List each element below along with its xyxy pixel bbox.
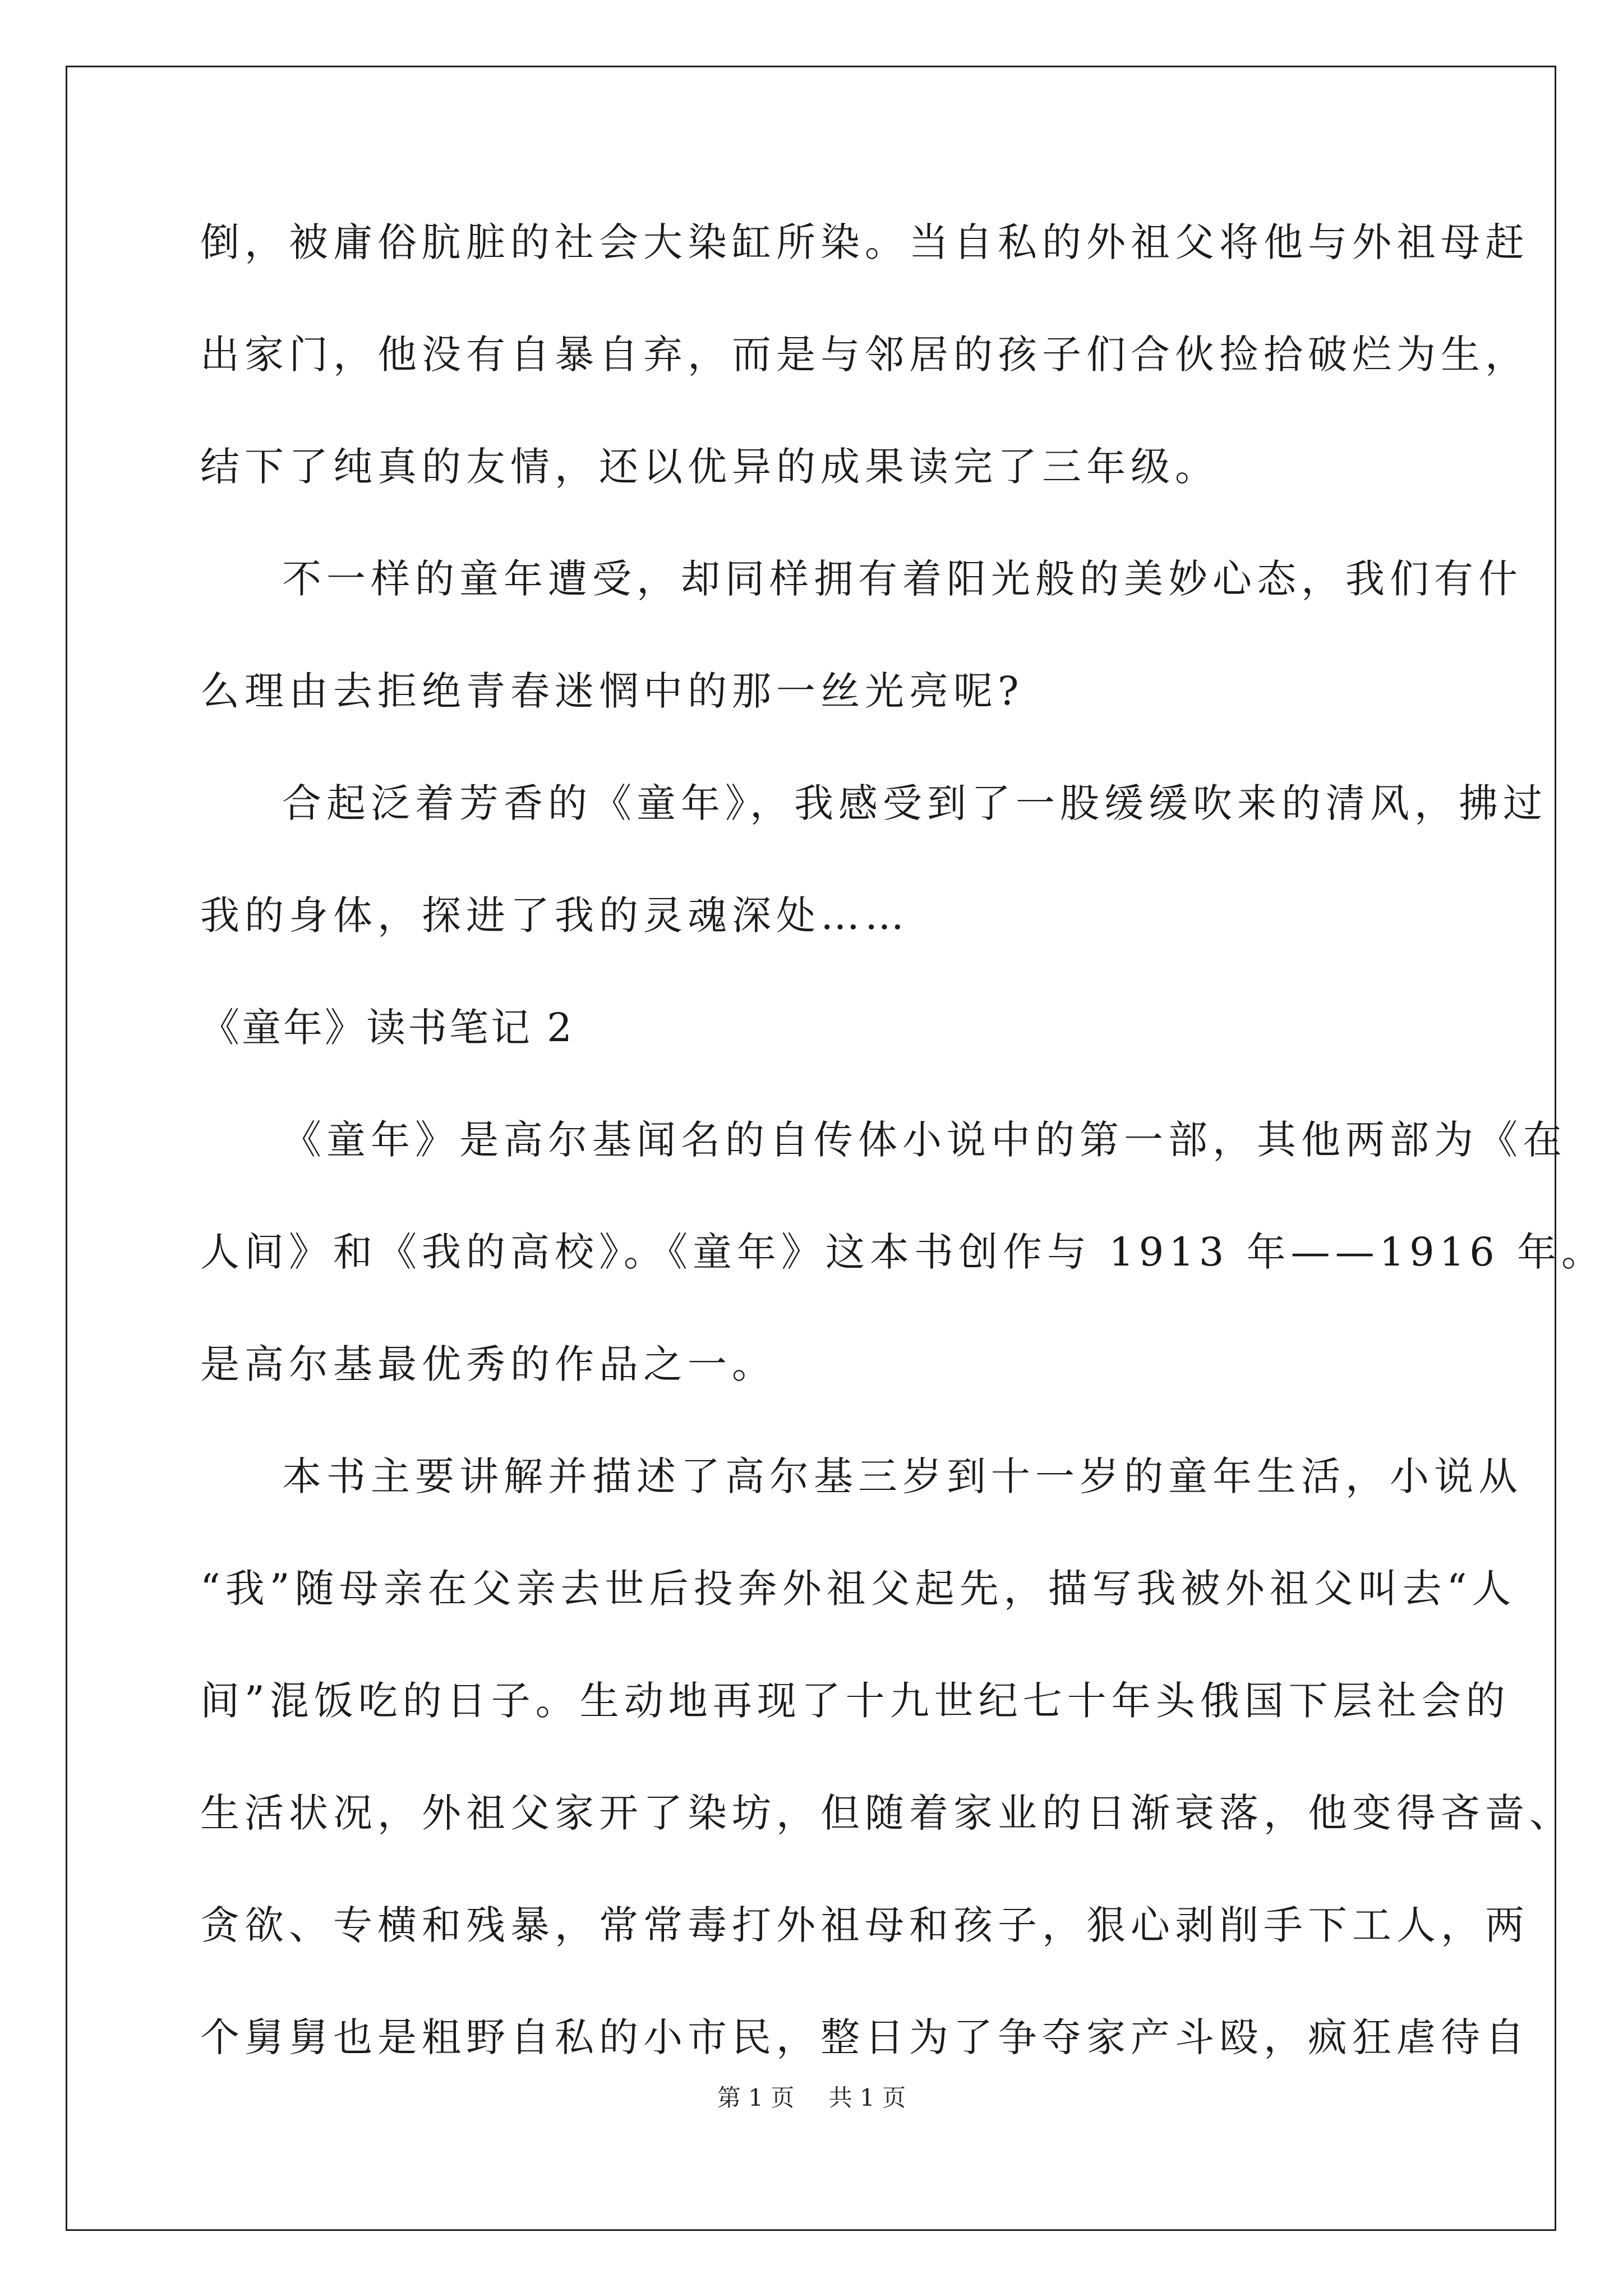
page-total: 共 1 页	[828, 2084, 906, 2111]
paragraph-line: 是高尔基最优秀的作品之一。	[200, 1341, 776, 1387]
paragraph-line: 人间》和《我的高校》。《童年》这本书创作与 1913 年——1916 年。	[200, 1229, 1606, 1275]
paragraph-line: 我的身体，探进了我的灵魂深处……	[200, 892, 909, 938]
paragraph-line: 贪欲、专横和残暴，常常毒打外祖母和孩子，狠心剥削手下工人，两	[200, 1902, 1529, 1948]
paragraph-line: 么理由去拒绝青春迷惘中的那一丝光亮呢?	[200, 668, 1024, 714]
section-heading: 《童年》读书笔记 2	[200, 1005, 574, 1051]
paragraph-line: 不一样的童年遭受，却同样拥有着阳光般的美妙心态，我们有什	[282, 556, 1523, 602]
paragraph-line: 生活状况，外祖父家开了染坊，但随着家业的日渐衰落，他变得吝啬、	[200, 1790, 1574, 1836]
page-number: 第 1 页	[717, 2084, 795, 2111]
paragraph-line: 倒，被庸俗肮脏的社会大染缸所染。当自私的外祖父将他与外祖母赶	[200, 219, 1529, 265]
page-footer	[0, 2082, 1623, 2114]
paragraph-line: 间”混饭吃的日子。生动地再现了十九世纪七十年头俄国下层社会的	[200, 1678, 1510, 1724]
paragraph-line: 合起泛着芳香的《童年》，我感受到了一股缓缓吹来的清风，拂过	[282, 780, 1547, 826]
document-body	[200, 213, 1606, 2120]
paragraph-line: 出家门，他没有自暴自弃，而是与邻居的孩子们合伙捡拾破烂为生，	[200, 332, 1529, 378]
paragraph-line: 个舅舅也是粗野自私的小市民，整日为了争夺家产斗殴，疯狂虐待自	[200, 2014, 1529, 2060]
paragraph-line: 《童年》是高尔基闻名的自传体小说中的第一部，其他两部为《在	[282, 1117, 1567, 1163]
paragraph-line: “我”随母亲在父亲去世后投奔外祖父起先，描写我被外祖父叫去“人	[200, 1566, 1516, 1612]
paragraph-line: 结下了纯真的友情，还以优异的成果读完了三年级。	[200, 444, 1219, 490]
paragraph-line: 本书主要讲解并描述了高尔基三岁到十一岁的童年生活，小说从	[282, 1453, 1523, 1499]
